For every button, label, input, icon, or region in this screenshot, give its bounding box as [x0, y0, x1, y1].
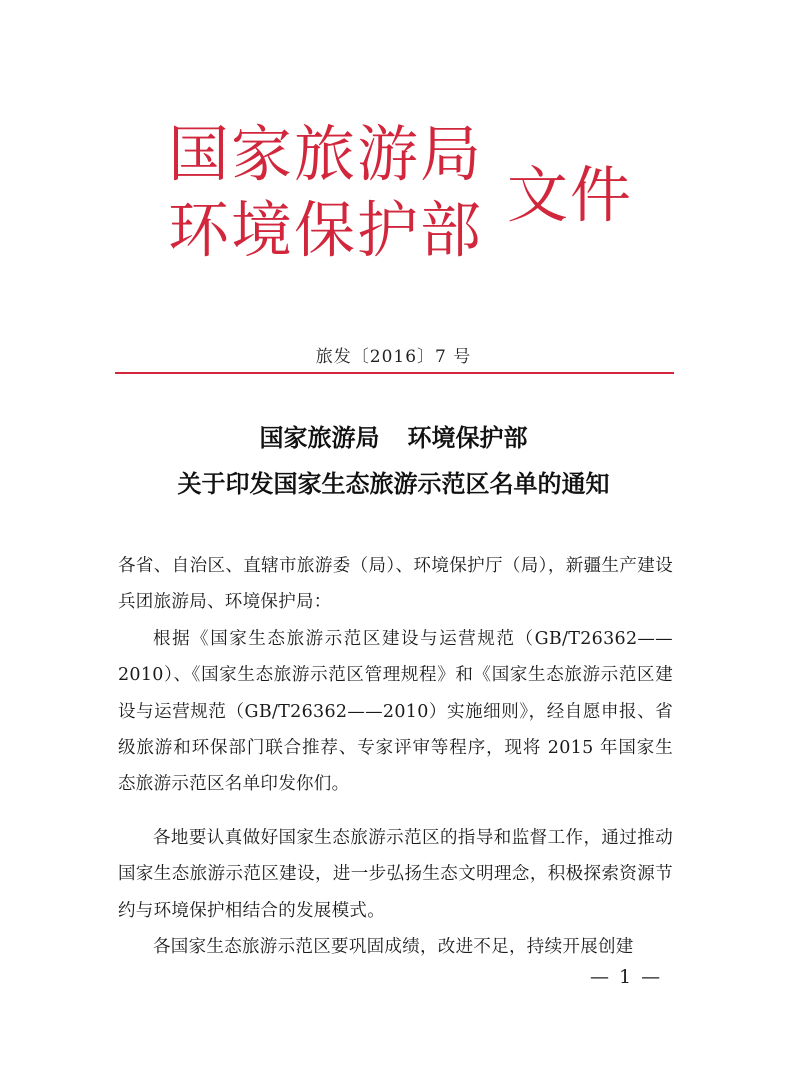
body-paragraph-3: 各国家生态旅游示范区要巩固成绩，改进不足，持续开展创建: [153, 937, 634, 957]
red-divider-line: [115, 372, 674, 374]
page-number: — 1 —: [590, 966, 663, 988]
body-paragraph-2: 各地要认真做好国家生态旅游示范区的指导和监督工作，通过推动国家生态旅游示范区建设，进一步弘扬生态文明理念，积极探索资源节约与环境保护相结合的发展模式。: [118, 828, 673, 921]
letterhead-issuer-tourism: 国家旅游局: [168, 119, 484, 190]
title-issuer-b: 环境保护部: [407, 423, 528, 452]
salutation: 各省、自治区、直辖市旅游委（局）、环境保护厅（局），新疆生产建设兵团旅游局、环境保护局：: [118, 556, 673, 613]
letterhead-issuer-environment: 环境保护部: [168, 195, 484, 266]
notice-title-issuers: [0, 418, 787, 453]
letterhead-doc-type: 文件: [507, 160, 634, 231]
body-paragraph-1: 根据《国家生态旅游示范区建设与运营规范（GB/T26362——2010）、《国家生态旅游示范区管理规程》和《国家生态旅游示范区建设与运营规范（GB/T26362——2010）实施细则》，经自愿申报、省级旅游和环保部门联合推荐、专家评审等程序，现将 2015 年国家生态旅游示范区名单印发你们。: [118, 629, 673, 795]
notice-title-subject: 关于印发国家生态旅游示范区名单的通知: [177, 469, 610, 498]
document-number: 旅发〔2016〕7 号: [315, 347, 472, 367]
title-issuer-a: 国家旅游局: [259, 423, 380, 452]
